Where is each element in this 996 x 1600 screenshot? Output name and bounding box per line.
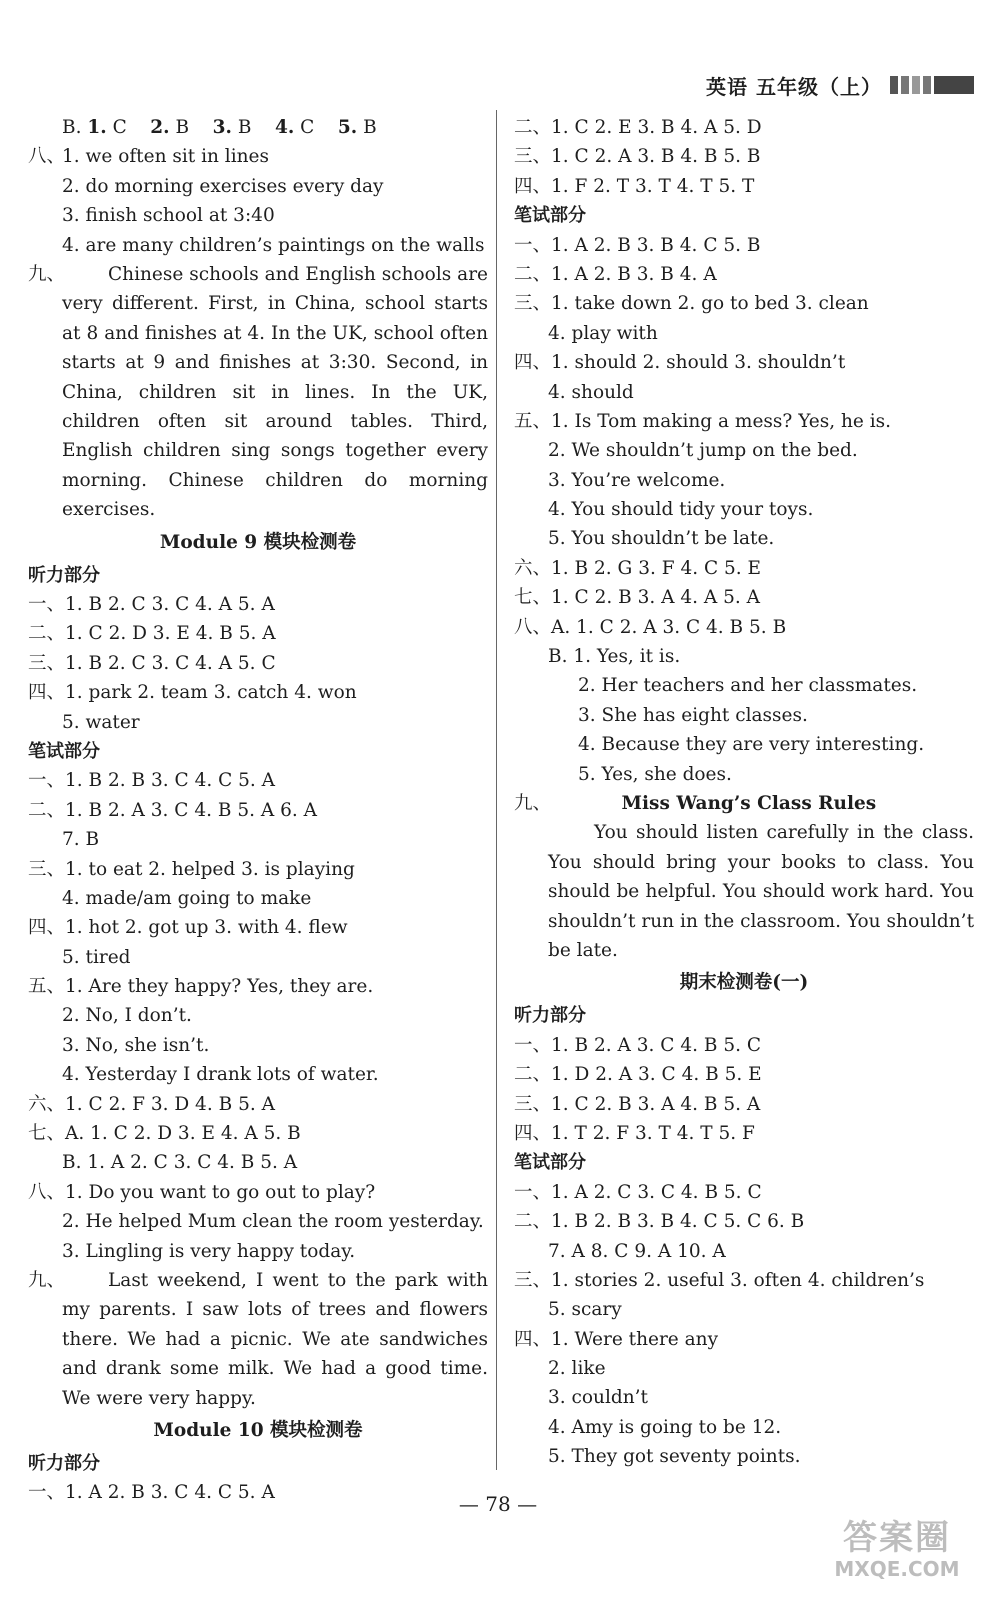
answer-line: 4. are many children’s paintings on the walls	[62, 234, 485, 256]
answer-line: 7. A 8. C 9. A 10. A	[548, 1240, 726, 1262]
answer-line: 八、1. Do you want to go out to play?	[28, 1181, 376, 1203]
answer-line: 七、A. 1. C 2. D 3. E 4. A 5. B	[28, 1123, 301, 1145]
answer-line: B. 1. C 2. B 3. B 4. C 5. B	[62, 117, 377, 138]
essay-block: 九、 Chinese schools and English schools are very different. First, in China, school starts at 8 and finishes at 4. In the UK, school often starts at 9 and finishes at 3:30. Second, in China, children sit in lines. In the UK, children often sit around tables. Third, English children sing songs together every morning. Chinese children do morning exercises.	[28, 260, 488, 525]
answer-line: 三、1. B 2. C 3. C 4. A 5. C	[28, 652, 276, 674]
answer-line: 5. You shouldn’t be late.	[548, 528, 775, 550]
answer-line: B. 1. A 2. C 3. C 4. B 5. A	[62, 1152, 298, 1174]
answer-line: 二、1. B 2. B 3. B 4. C 5. C 6. B	[514, 1211, 805, 1233]
answer-line: 一、1. B 2. B 3. C 4. C 5. A	[28, 770, 276, 792]
watermark-url: MXQE.COM	[834, 1557, 960, 1581]
answer-line: 四、1. F 2. T 3. T 4. T 5. T	[514, 175, 755, 197]
essay-text: Chinese schools and English schools are very different. First, in China, school starts at 8 and finishes at 4. In the UK, school often starts at 9 and finishes at 3:30. Second, in China, children sit in lines. In the UK, children often sit around tables. Third, English children sing songs together every morning. Chinese children do morning exercises.	[62, 263, 488, 521]
essay-title: Miss Wang’s Class Rules	[621, 792, 877, 814]
answer-line: 4. Because they are very interesting.	[578, 734, 925, 756]
answer-line: 3. You’re welcome.	[548, 469, 726, 491]
watermark-logo	[822, 1518, 972, 1584]
answer-line: 4. made/am going to make	[62, 887, 312, 909]
answer-line: 一、1. A 2. B 3. C 4. C 5. A	[28, 1482, 275, 1504]
column-divider	[496, 110, 497, 1470]
answer-line: 3. finish school at 3:40	[62, 205, 275, 227]
answer-line: 2. do morning exercises every day	[62, 175, 384, 197]
answer-line: 4. Amy is going to be 12.	[548, 1416, 782, 1438]
essay-block: 九、 Last weekend, I went to the park with my parents. I saw lots of trees and flowers there. We had a picnic. We ate sandwiches and drank some milk. We had a good time. We were very happy.	[28, 1266, 488, 1413]
answer-line: 3. couldn’t	[548, 1387, 648, 1409]
part-heading: 听力部分	[514, 1005, 586, 1027]
answer-line: 四、1. hot 2. got up 3. with 4. flew	[28, 917, 348, 939]
answer-line: 2. We shouldn’t jump on the bed.	[548, 440, 858, 462]
header-decoration	[890, 76, 974, 94]
answer-line: 二、1. C 2. D 3. E 4. B 5. A	[28, 623, 276, 645]
answer-line: 2. No, I don’t.	[62, 1005, 192, 1027]
answer-line: 五、1. Is Tom making a mess? Yes, he is.	[514, 410, 892, 432]
answer-line: 三、1. take down 2. go to bed 3. clean	[514, 293, 869, 315]
answer-line: 一、1. B 2. C 3. C 4. A 5. A	[28, 594, 275, 615]
answer-line: 4. play with	[548, 322, 658, 344]
part-heading: 听力部分	[28, 564, 100, 586]
answer-line: 五、1. Are they happy? Yes, they are.	[28, 976, 374, 998]
answer-line: 5. scary	[548, 1299, 622, 1321]
answer-line: 七、1. C 2. B 3. A 4. A 5. A	[514, 587, 761, 609]
answer-line: 一、1. B 2. A 3. C 4. B 5. C	[514, 1034, 762, 1056]
right-column	[514, 113, 974, 1472]
answer-line: 2. Her teachers and her classmates.	[578, 675, 918, 697]
answer-line: 二、1. D 2. A 3. C 4. B 5. E	[514, 1064, 762, 1086]
section-title: 期末检测卷(一)	[679, 972, 809, 994]
answer-line: 六、1. B 2. G 3. F 4. C 5. E	[514, 557, 762, 579]
page-number: — 78 —	[458, 1492, 538, 1516]
answer-line: 三、1. stories 2. useful 3. often 4. children’s	[514, 1269, 925, 1291]
answer-line: 二、1. B 2. A 3. C 4. B 5. A 6. A	[28, 799, 318, 821]
answer-line: 二、1. C 2. E 3. B 4. A 5. D	[514, 117, 762, 138]
watermark-text: 答案圈	[843, 1518, 951, 1558]
answer-line: 四、1. T 2. F 3. T 4. T 5. F	[514, 1122, 755, 1144]
part-heading: 笔试部分	[514, 1152, 586, 1174]
left-column	[28, 113, 488, 1508]
answer-line: 5. Yes, she does.	[578, 763, 732, 785]
answer-line: 7. B	[62, 829, 100, 851]
book-title: 英语 五年级（上）	[706, 74, 882, 99]
answer-line: 三、1. C 2. B 3. A 4. B 5. A	[514, 1093, 761, 1115]
answer-line: 4. should	[548, 381, 634, 403]
answer-line: 三、1. C 2. A 3. B 4. B 5. B	[514, 146, 761, 168]
answer-line: 5. They got seventy points.	[548, 1446, 801, 1468]
answer-line: 3. She has eight classes.	[578, 704, 808, 726]
part-heading: 听力部分	[28, 1453, 100, 1475]
answer-line: 一、1. A 2. C 3. C 4. B 5. C	[514, 1181, 762, 1203]
answer-line: 三、1. to eat 2. helped 3. is playing	[28, 858, 355, 880]
answer-line: 二、1. A 2. B 3. B 4. A	[514, 263, 717, 285]
answer-line: 八、A. 1. C 2. A 3. C 4. B 5. B	[514, 616, 787, 638]
page-header	[706, 70, 974, 100]
answer-line: 八、1. we often sit in lines	[28, 146, 269, 168]
essay-text: Last weekend, I went to the park with my parents. I saw lots of trees and flowers there. We had a picnic. We ate sandwiches and drank some milk. We had a good time. We were very happy.	[62, 1269, 488, 1409]
answer-line: 四、1. should 2. should 3. shouldn’t	[514, 352, 846, 374]
part-heading: 笔试部分	[514, 205, 586, 227]
answer-line: 四、1. park 2. team 3. catch 4. won	[28, 682, 357, 704]
section-title: Module 10 模块检测卷	[153, 1420, 363, 1442]
answer-line: B. 1. Yes, it is.	[548, 646, 681, 668]
section-title: Module 9 模块检测卷	[159, 531, 357, 553]
answer-line: 一、1. A 2. B 3. B 4. C 5. B	[514, 234, 761, 256]
part-heading: 笔试部分	[28, 740, 100, 762]
essay-text: You should listen carefully in the class. You should bring your books to class. You should be helpful. You should work hard. You shouldn’t run in the classroom. You shouldn’t be late.	[548, 822, 974, 961]
answer-line: 2. like	[548, 1358, 606, 1380]
answer-line: 3. Lingling is very happy today.	[62, 1240, 356, 1262]
essay-title-line: 九、 Miss Wang’s Class Rules	[514, 789, 974, 818]
answer-line: 4. Yesterday I drank lots of water.	[62, 1064, 379, 1086]
answer-line: 5. water	[62, 711, 140, 733]
answer-line: 2. He helped Mum clean the room yesterday.	[62, 1211, 484, 1233]
answer-line: 六、1. C 2. F 3. D 4. B 5. A	[28, 1093, 275, 1115]
answer-line: 3. No, she isn’t.	[62, 1034, 210, 1056]
answer-line: 四、1. Were there any	[514, 1328, 719, 1350]
answer-line: 5. tired	[62, 946, 131, 968]
answer-line: 4. You should tidy your toys.	[548, 499, 814, 521]
